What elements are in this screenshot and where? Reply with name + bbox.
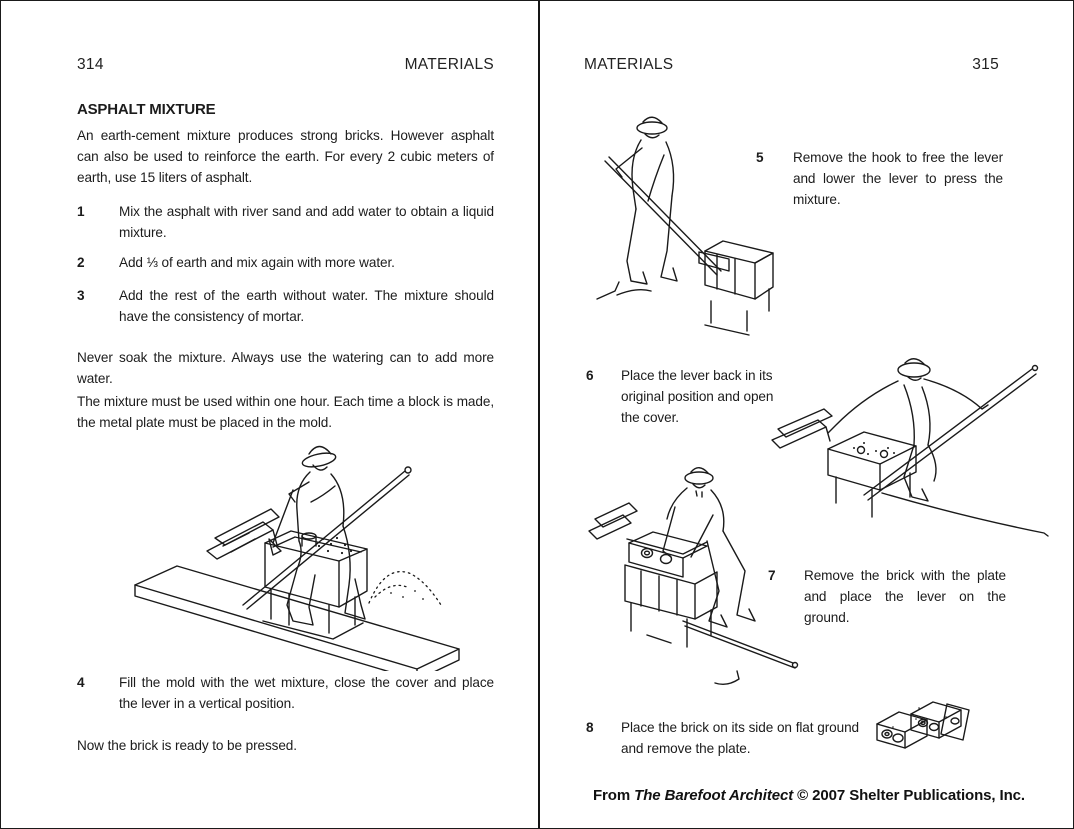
credit-prefix: From [592,787,635,804]
section-title: ASPHALT MIXTURE [77,101,216,118]
left-running-head: MATERIALS [404,56,494,73]
right-running-head: MATERIALS [584,56,674,73]
step-number: 8 [586,720,594,735]
press-lever-illustration [589,111,779,341]
closing-line: Now the brick is ready to be pressed. [77,738,297,753]
step-text: Fill the mold with the wet mixture, close the cover and place the lever in a vertical position. [119,675,494,711]
copyright-credit [539,787,1050,804]
right-page-number: 315 [972,56,999,73]
page-divider [538,1,540,829]
intro-paragraph: An earth-cement mixture produces strong bricks. However asphalt can also be used to reinforce the earth. For every 2 cubic meters of earth, use 15 liters of asphalt. [77,128,494,185]
step-number: 5 [756,150,764,165]
bricks-illustration [871,694,973,764]
note-hour: The mixture must be used within one hour. Each time a block is made, the metal plate must be placed in the mold. [77,394,494,430]
fill-mold-illustration [123,433,468,671]
step-number: 1 [77,204,85,219]
step-text: Place the brick on its side on flat ground and remove the plate. [621,720,859,756]
step-number: 4 [77,675,85,690]
open-cover-illustration [764,353,1066,545]
left-page-number: 314 [77,56,104,73]
step-text: Place the lever back in its original position and open the cover. [621,368,774,425]
step-text: Add the rest of the earth without water. The mixture should have the consistency of mortar. [119,288,494,324]
step-text: Remove the hook to free the lever and lower the lever to press the mixture. [793,150,1003,207]
credit-suffix: © 2007 Shelter Publications, Inc. [793,787,1025,804]
step-number: 2 [77,255,85,270]
step-number: 7 [768,568,776,583]
step-text: Remove the brick with the plate and place the lever on the ground. [804,568,1006,625]
credit-book-title: The Barefoot Architect [634,787,794,804]
step-number: 6 [586,368,594,383]
note-soak: Never soak the mixture. Always use the watering can to add more water. [77,350,494,386]
step-number: 3 [77,288,85,303]
step-text: Add ⅓ of earth and mix again with more water. [119,255,395,270]
step-text: Mix the asphalt with river sand and add water to obtain a liquid mixture. [119,204,494,240]
